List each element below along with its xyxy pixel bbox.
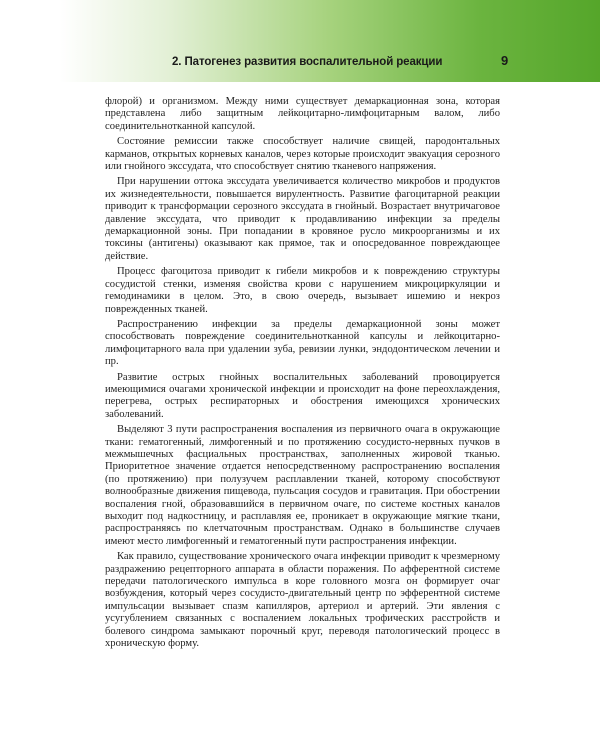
paragraph: Как правило, существование хронического очага инфекции приводит к чрезмерному раздражению рецепторного аппарата в области поражения. По афферентной системе передачи патологического импульса в коре головного мозга он формирует очаг возбуждения, который через сосудисто-двигательный центр по эфферентной системе импульсации вызывает спазм капилляров, артериол и артерий. Эти явления с усугублением связанных с воспалением локальных трофических расстройств и болевого синдрома замыкают порочный круг, переводя патологический процесс в хроническую форму. [105, 551, 500, 650]
page-number: 9 [501, 53, 509, 68]
paragraph: Развитие острых гнойных воспалительных заболеваний провоцируется имеющимися очагами хронической инфекции и происходит на фоне переохлаждения, перегрева, острых респираторных и обострения имеющихся хронических заболеваний. [105, 371, 500, 420]
paragraph: Выделяют 3 пути распространения воспаления из первичного очага в окружающие ткани: гематогенный, лимфогенный и по протяжению сосудисто-нервных пучков в межмышечных фасциальных пространствах, заполненных жировой тканью. Приоритетное значение отдается непосредственному распространению воспаления (по протяжению) при полузучем расплавлении тканей, которому способствуют волнообразные движения пищевода, пульсация сосудов и гравитация. При обострении воспаления гной, образовавшийся в первичном очаге, по системе костных каналов выходит под надкостницу, и расплавляя ее, проникает в окружающие мягкие ткани, распространяясь по клетчаточным пространствам. Однако в большинстве случаев имеют место лимфогенный и гематогенный пути распространения инфекции. [105, 424, 500, 547]
header-band [0, 0, 600, 82]
paragraph: флорой) и организмом. Между ними существует демаркационная зона, которая представлена либо защитным лейкоцитарно-лимфоцитарным валом, либо соединительнотканной капсулой. [105, 96, 500, 132]
paragraph: Процесс фагоцитоза приводит к гибели микробов и к повреждению структуры сосудистой стенки, изменяя свойства крови с нарушением микроциркуляции и гемодинамики в целом. Это, в свою очередь, вызывает ишемию и некроз поврежденных тканей. [105, 266, 500, 315]
paragraph: Распространению инфекции за пределы демаркационной зоны может способствовать повреждение соединительнотканной капсулы и лейкоцитарно-лимфоцитарного вала при удалении зуба, ревизии лунки, эндодонтическом лечении и пр. [105, 318, 500, 368]
running-title: 2. Патогенез развития воспалительной реакции [172, 56, 443, 68]
body-text [105, 96, 500, 653]
paragraph: При нарушении оттока экссудата увеличивается количество микробов и продуктов их жизнедеятельности, повышается вирулентность. Развитие фагоцитарной реакции приводит к трансформации серозного экссудата в гнойный. Возрастает внутричаговое давление экссудата, что приводит к продавливанию инфекции за пределы демаркационной зоны. При попадании в кровяное русло микроорганизмы и их токсины (антигены) оказывают как прямое, так и опосредованное повреждающее действие. [105, 176, 500, 262]
paragraph: Состояние ремиссии также способствует наличие свищей, пародонтальных карманов, открытых корневых каналов, через которые происходит эвакуация серозного или гнойного экссудата, что способствует снятию тканевого напряжения. [105, 136, 500, 173]
